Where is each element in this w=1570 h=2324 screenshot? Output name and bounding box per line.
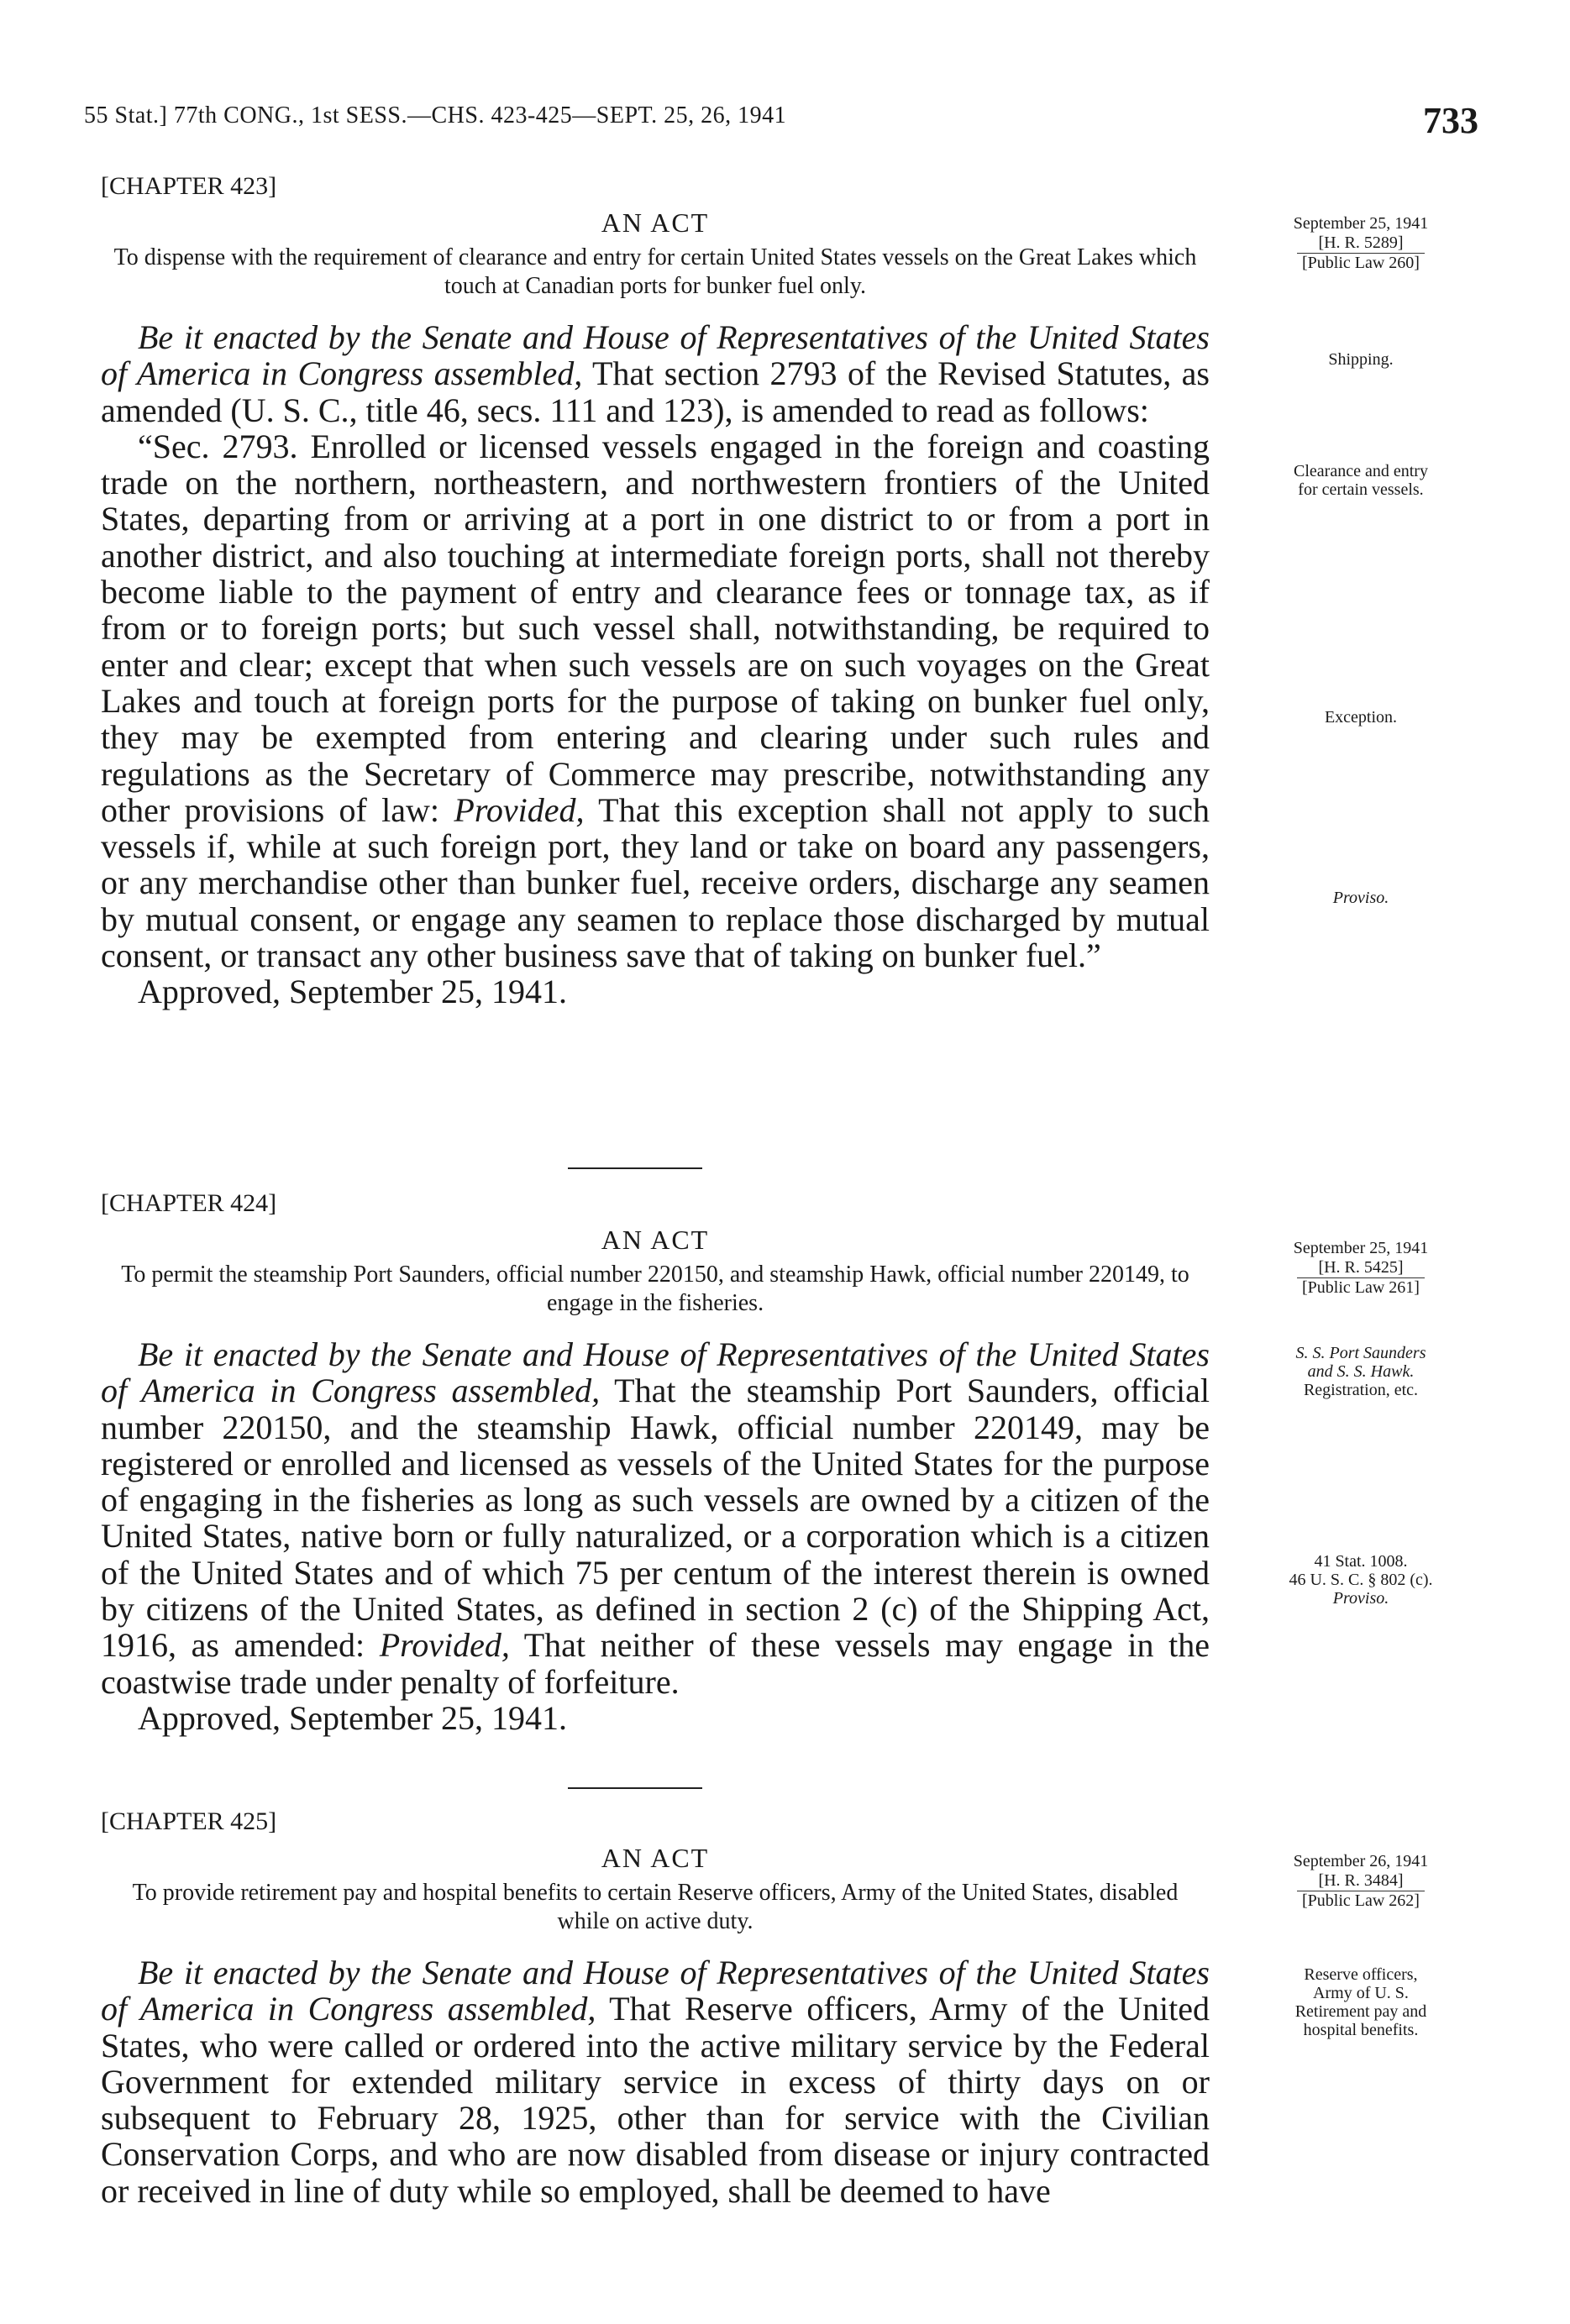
margin-note-clearance-line-1: Clearance and entry <box>1294 462 1428 480</box>
enacting-text: That the steamship Port Saunders, official number 220150, and the steamship Hawk, official number 220149, may be registered or enrolled and licensed as vessels of the United States for the purpose of engaging in the fisheries as long as such vessels are owned by a citizen of the United States, native born or fully naturalized, or a corporation which is a citizen of the United States and of which 75 per centum of the interest therein is owned by citizens of the United States, as defined in section 2 (c) of the Shipping Act, 1916, as amended: <box>101 1372 1210 1665</box>
approval-date: Approved, September 25, 1941. <box>138 1698 568 1737</box>
act-title: To dispense with the requirement of clearance and entry for certain United States vessels on the Great Lakes which touch at Canadian ports for bunker fuel only. <box>113 244 1197 299</box>
act-heading: AN ACT <box>601 1225 710 1255</box>
chapter-label: [CHAPTER 423] <box>101 172 277 200</box>
enacting-text: That Reserve officers, Army of the United States, who were called or ordered into the active military service by the Federal Government for extended military service in excess of thirty days on or subsequent to February 28, 1925, other than for service with the Civilian Conservation Corps, and who are now disabled from disease or injury contracted or received in line of duty while so employed, shall be deemed to have <box>101 1990 1210 2210</box>
approval-date: Approved, September 25, 1941. <box>138 973 568 1011</box>
margin-note-proviso-text: Proviso. <box>1332 889 1389 907</box>
margin-bill-info-425 <box>1235 1852 1487 1911</box>
margin-note-proviso-line <box>1235 1589 1487 1608</box>
running-head <box>84 99 1478 150</box>
margin-date: September 25, 1941 <box>1293 1239 1429 1257</box>
enacting-text: That section 2793 of the Revised Statutes, as amended (U. S. C., title 46, secs. 111 and 123), is amended to read as follows: <box>101 354 1210 429</box>
chapter-424 <box>101 1189 1210 1736</box>
margin-note-ships-name-2: and S. S. Hawk. <box>1307 1362 1415 1381</box>
act-heading: AN ACT <box>601 1843 710 1873</box>
margin-public-law: [Public Law 260] <box>1297 253 1425 273</box>
margin-note-ships-line-2 <box>1235 1362 1487 1381</box>
margin-bill-number: [H. R. 5289] <box>1318 233 1404 252</box>
margin-note-ships <box>1235 1344 1487 1399</box>
page-number: 733 <box>1423 100 1478 141</box>
enacting-formula: Be it enacted by the Senate and House of Representatives of the United States of America in Congress assembled, <box>101 318 1210 393</box>
proviso-word: Provided, <box>379 1626 510 1665</box>
proviso-text: That neither of these vessels may engage in the coastwise trade under penalty of forfeiture. <box>101 1626 1210 1701</box>
margin-date: September 25, 1941 <box>1293 214 1429 233</box>
margin-public-law: [Public Law 262] <box>1297 1891 1425 1911</box>
margin-note-usc-citation: 46 U. S. C. § 802 (c). <box>1289 1571 1433 1589</box>
margin-note-shipping: Shipping. <box>1328 350 1394 369</box>
margin-note-stat-citation: 41 Stat. 1008. <box>1314 1552 1408 1571</box>
section-text-part-2: That this exception shall not apply to such vessels if, while at such foreign port, they land or take on board any passengers, or any merchandise other than bunker fuel, receive orders, discharge any seamen by mutual consent, or engage any seamen to replace those discharged by mutual consent, or transact any other business save that of taking on bunker fuel.” <box>101 790 1210 975</box>
proviso-word: Provided, <box>454 790 585 829</box>
enacting-formula: Be it enacted by the Senate and House of Representatives of the United States of America in Congress assembled, <box>101 1954 1210 2028</box>
act-heading: AN ACT <box>601 207 710 238</box>
chapter-label: [CHAPTER 424] <box>101 1189 277 1217</box>
act-body <box>101 1336 1210 1736</box>
margin-date: September 26, 1941 <box>1293 1852 1429 1870</box>
margin-note-proviso-text: Proviso. <box>1332 1589 1389 1608</box>
chapter-425 <box>101 1807 1210 2209</box>
margin-note-reserve-line-1: Reserve officers, <box>1304 1965 1418 1984</box>
margin-note-ships-line-1 <box>1235 1344 1487 1362</box>
margin-note-reserve-line-4: hospital benefits. <box>1303 2021 1419 2039</box>
margin-note-registration: Registration, etc. <box>1303 1381 1419 1399</box>
margin-note-citations <box>1235 1552 1487 1608</box>
section-text <box>101 428 1210 973</box>
margin-bill-info-424 <box>1235 1239 1487 1298</box>
margin-note-clearance <box>1235 462 1487 499</box>
section-divider <box>568 1787 702 1789</box>
section-divider <box>568 1167 702 1169</box>
margin-bill-info-423 <box>1235 214 1487 273</box>
act-title: To permit the steamship Port Saunders, official number 220150, and steamship Hawk, official number 220149, to engage in the fisheries. <box>121 1262 1189 1316</box>
act-title: To provide retirement pay and hospital benefits to certain Reserve officers, Army of the United States, disabled while on active duty. <box>132 1880 1179 1934</box>
margin-bill-number: [H. R. 3484] <box>1318 1871 1404 1890</box>
act-body <box>101 319 1210 1010</box>
act-body <box>101 1954 1210 2209</box>
section-text-part-1: “Sec. 2793. Enrolled or licensed vessels engaged in the foreign and coasting trade on the northern, northeastern, and northwestern frontiers of the United States, departing from or arriving at a port in one district to or from a port in another district, and also touching at intermediate foreign ports, shall not thereby become liable to the payment of entry and clearance fees or tonnage tax, as if from or to foreign ports; but such vessel shall, notwithstanding, be required to enter and clear; except that when such vessels are on such voyages on the Great Lakes and touch at foreign ports for the purpose of taking on bunker fuel only, they may be exempted from entering and clearing under such rules and regulations as the Secretary of Commerce may prescribe, notwithstanding any other provisions of law: <box>101 427 1210 829</box>
chapter-label: [CHAPTER 425] <box>101 1807 277 1835</box>
enacting-clause <box>101 1954 1210 2209</box>
margin-note-ships-name-1: S. S. Port Saunders <box>1295 1344 1426 1362</box>
chapter-423 <box>101 172 1210 1010</box>
enacting-clause <box>101 319 1210 428</box>
margin-note-proviso <box>1235 889 1487 907</box>
margin-public-law: [Public Law 261] <box>1297 1277 1425 1298</box>
margin-note-reserve <box>1235 1965 1487 2039</box>
enacting-formula: Be it enacted by the Senate and House of Representatives of the United States of America in Congress assembled, <box>101 1335 1210 1410</box>
margin-bill-number: [H. R. 5425] <box>1318 1258 1404 1277</box>
margin-note-reserve-line-3: Retirement pay and <box>1294 2002 1427 2021</box>
margin-note-clearance-line-2: for certain vessels. <box>1298 480 1424 499</box>
enacting-clause <box>101 1336 1210 1700</box>
margin-note-exception: Exception. <box>1324 708 1398 727</box>
running-head-citation: 55 Stat.] 77th CONG., 1st SESS.—CHS. 423-425—SEPT. 25, 26, 1941 <box>84 102 787 129</box>
margin-note-reserve-line-2: Army of U. S. <box>1313 1984 1409 2002</box>
